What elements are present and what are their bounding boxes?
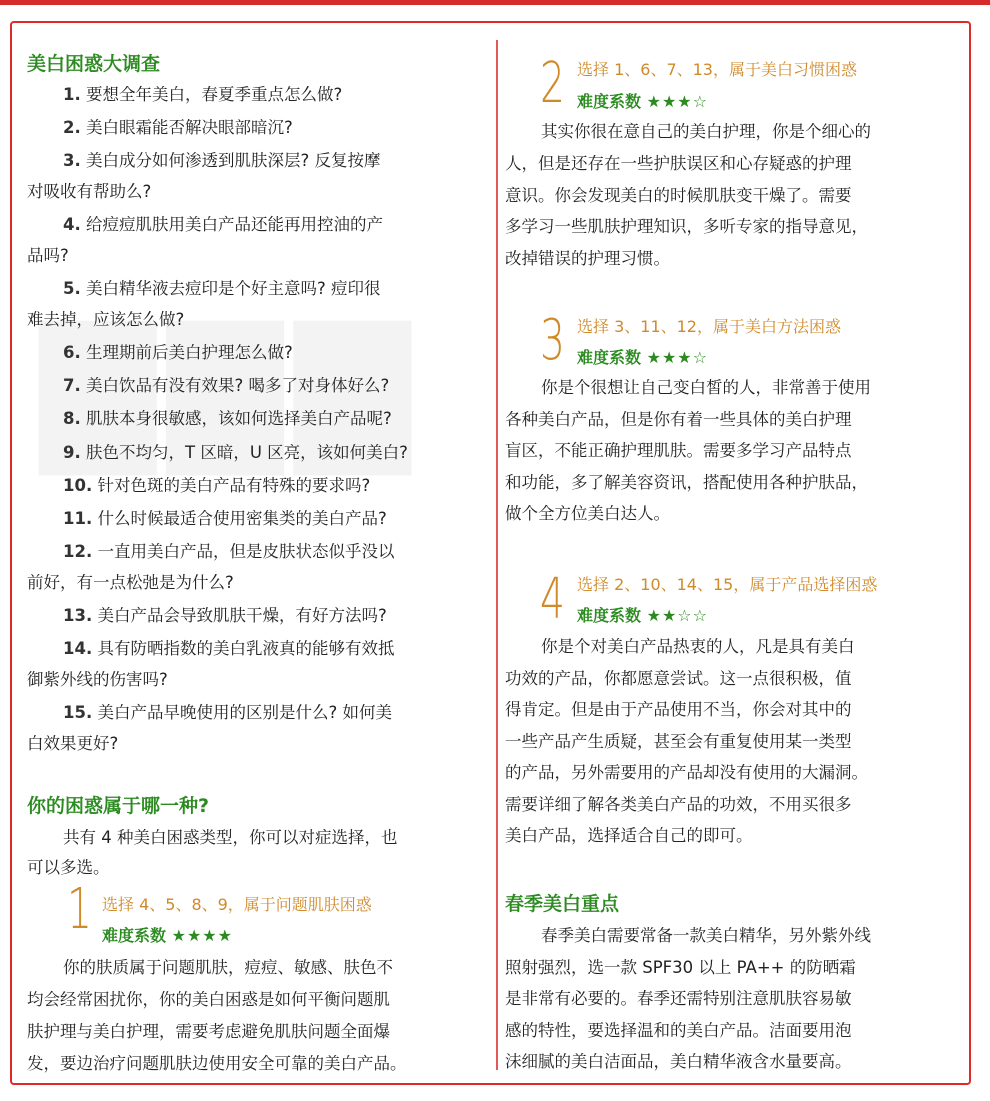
body-line: 做个全方位美白达人。: [505, 504, 670, 523]
question-text: 针对色斑的美白产品有特殊的要求吗?: [97, 476, 371, 495]
difficulty-stars: ★★★☆: [646, 92, 708, 111]
difficulty-label: 难度系数: [102, 926, 167, 945]
body-line: 美白产品，选择适合自己的即可。: [505, 826, 753, 845]
body-line: 其实你很在意自己的美白护理，你是个细心的: [541, 122, 871, 141]
question-line: [63, 703, 392, 723]
question-line: [63, 443, 408, 463]
question-number: 5.: [63, 279, 81, 298]
question-text: 一直用美白产品，但是皮肤状态似乎没以: [97, 542, 395, 561]
question-line: [63, 639, 394, 659]
type3-digit: 3: [540, 308, 565, 373]
type4-digit: 4: [540, 567, 565, 632]
question-number: 7.: [63, 376, 81, 395]
survey-title: 美白困惑大调查: [27, 53, 161, 75]
question-line: [63, 409, 392, 429]
question-text: 生理期前后美白护理怎么做?: [86, 343, 293, 362]
question-text: 美白成分如何渗透到肌肤深层? 反复按摩: [86, 151, 381, 170]
question-number: 3.: [63, 151, 81, 170]
type4-difficulty: [577, 603, 708, 626]
question-number: 2.: [63, 118, 81, 137]
question-line: [63, 343, 293, 363]
body-line: 你是个对美白产品热衷的人，凡是具有美白: [541, 637, 855, 656]
question-text: 要想全年美白，春夏季重点怎么做?: [86, 85, 343, 104]
question-text: 前好，有一点松弛是为什么?: [27, 573, 234, 592]
question-text: 美白产品会导致肌肤干燥，有好方法吗?: [97, 606, 387, 625]
type2-digit: 2: [540, 51, 565, 116]
question-text: 具有防晒指数的美白乳液真的能够有效抵: [97, 639, 395, 658]
question-line: [63, 118, 293, 138]
difficulty-stars: ★★★★: [171, 926, 233, 945]
question-number: 4.: [63, 215, 81, 234]
question-line: [63, 509, 387, 529]
question-number: 15.: [63, 703, 93, 722]
question-number: 9.: [63, 443, 81, 462]
type3-title: 选择 3、11、12，属于美白方法困惑: [577, 317, 841, 336]
question-line: [27, 182, 151, 202]
difficulty-label: 难度系数: [577, 92, 642, 111]
question-line: [27, 246, 69, 266]
body-line: 肤护理与美白护理，需要考虑避免肌肤问题全面爆: [27, 1022, 390, 1041]
question-text: 美白精华液去痘印是个好主意吗? 痘印很: [86, 279, 381, 298]
question-text: 什么时候最适合使用密集类的美白产品?: [97, 509, 387, 528]
body-line: 是非常有必要的。春季还需特别注意肌肤容易敏: [505, 989, 852, 1008]
column-divider: [496, 40, 498, 1070]
body-line: 均会经常困扰你，你的美白困惑是如何平衡问题肌: [27, 990, 390, 1009]
type2-difficulty: [577, 89, 708, 112]
body-line: 和功能，多了解美容资讯，搭配使用各种护肤品，: [505, 473, 868, 492]
question-number: 8.: [63, 409, 81, 428]
question-text: 难去掉，应该怎么做?: [27, 310, 185, 329]
question-number: 13.: [63, 606, 93, 625]
question-number: 14.: [63, 639, 93, 658]
question-line: [63, 476, 370, 496]
top-color-bar: [0, 0, 990, 5]
body-line: 得肯定。但是由于产品使用不当，你会对其中的: [505, 700, 852, 719]
body-line: 功效的产品，你都愿意尝试。这一点很积极，值: [505, 669, 852, 688]
question-text: 肤色不均匀，T 区暗，U 区亮，该如何美白?: [86, 443, 408, 462]
body-line: 你的肤质属于问题肌肤，痘痘、敏感、肤色不: [63, 958, 393, 977]
body-line: 人，但是还存在一些护肤误区和心存疑惑的护理: [505, 154, 852, 173]
body-line: 你是个很想让自己变白皙的人，非常善于使用: [541, 378, 871, 397]
which-type-title: 你的困惑属于哪一种?: [27, 795, 210, 817]
body-line: 沫细腻的美白洁面品，美白精华液含水量要高。: [505, 1052, 852, 1071]
question-text: 肌肤本身很敏感，该如何选择美白产品呢?: [86, 409, 392, 428]
body-line: 春季美白需要常备一款美白精华，另外紫外线: [541, 926, 871, 945]
question-line: [63, 542, 394, 562]
body-line: 的产品，另外需要用的产品却没有使用的大漏洞。: [505, 763, 868, 782]
difficulty-stars: ★★★☆: [646, 348, 708, 367]
question-line: [63, 215, 383, 235]
body-line: 一些产品产生质疑，甚至会有重复使用某一类型: [505, 732, 852, 751]
question-line: [63, 376, 389, 396]
question-text: 美白眼霜能否解决眼部暗沉?: [86, 118, 293, 137]
body-line: 感的特性，要选择温和的美白产品。洁面要用泡: [505, 1021, 852, 1040]
question-line: [63, 279, 381, 299]
intro-line-2: 可以多选。: [27, 858, 110, 877]
question-text: 品吗?: [27, 246, 69, 265]
question-line: [27, 573, 234, 593]
body-line: 照射强烈，选一款 SPF30 以上 PA++ 的防晒霜: [505, 958, 856, 977]
question-text: 给痘痘肌肤用美白产品还能再用控油的产: [86, 215, 383, 234]
question-line: [27, 310, 184, 330]
question-line: [63, 85, 342, 105]
question-line: [63, 606, 387, 626]
spring-title: 春季美白重点: [505, 893, 620, 915]
difficulty-label: 难度系数: [577, 348, 642, 367]
body-line: 意识。你会发现美白的时候肌肤变干燥了。需要: [505, 186, 852, 205]
body-line: 发，要边治疗问题肌肤边使用安全可靠的美白产品。: [27, 1054, 407, 1073]
type2-title: 选择 1、6、7、13，属于美白习惯困惑: [577, 60, 857, 79]
question-number: 10.: [63, 476, 93, 495]
body-line: 改掉错误的护理习惯。: [505, 249, 670, 268]
type1-digit: 1: [67, 877, 92, 942]
type1-title: 选择 4、5、8、9，属于问题肌肤困惑: [102, 895, 372, 914]
question-text: 白效果更好?: [27, 734, 119, 753]
question-text: 对吸收有帮助么?: [27, 182, 152, 201]
difficulty-label: 难度系数: [577, 606, 642, 625]
question-text: 美白产品早晚使用的区别是什么? 如何美: [97, 703, 392, 722]
body-line: 需要详细了解各类美白产品的功效，不用买很多: [505, 795, 852, 814]
question-line: [27, 670, 168, 690]
question-line: [27, 734, 118, 754]
type4-title: 选择 2、10、14、15，属于产品选择困惑: [577, 575, 878, 594]
type3-difficulty: [577, 345, 708, 368]
body-line: 盲区，不能正确护理肌肤。需要多学习产品特点: [505, 441, 852, 460]
question-text: 美白饮品有没有效果? 喝多了对身体好么?: [86, 376, 390, 395]
question-number: 12.: [63, 542, 93, 561]
type1-difficulty: [102, 923, 233, 946]
question-number: 1.: [63, 85, 81, 104]
difficulty-stars: ★★☆☆: [646, 606, 708, 625]
question-text: 御紫外线的伤害吗?: [27, 670, 168, 689]
intro-line-1: 共有 4 种美白困惑类型，你可以对症选择，也: [63, 828, 398, 847]
question-line: [63, 151, 381, 171]
body-line: 各种美白产品，但是你有着一些具体的美白护理: [505, 410, 852, 429]
body-line: 多学习一些肌肤护理知识，多听专家的指导意见，: [505, 217, 868, 236]
question-number: 11.: [63, 509, 93, 528]
question-number: 6.: [63, 343, 81, 362]
